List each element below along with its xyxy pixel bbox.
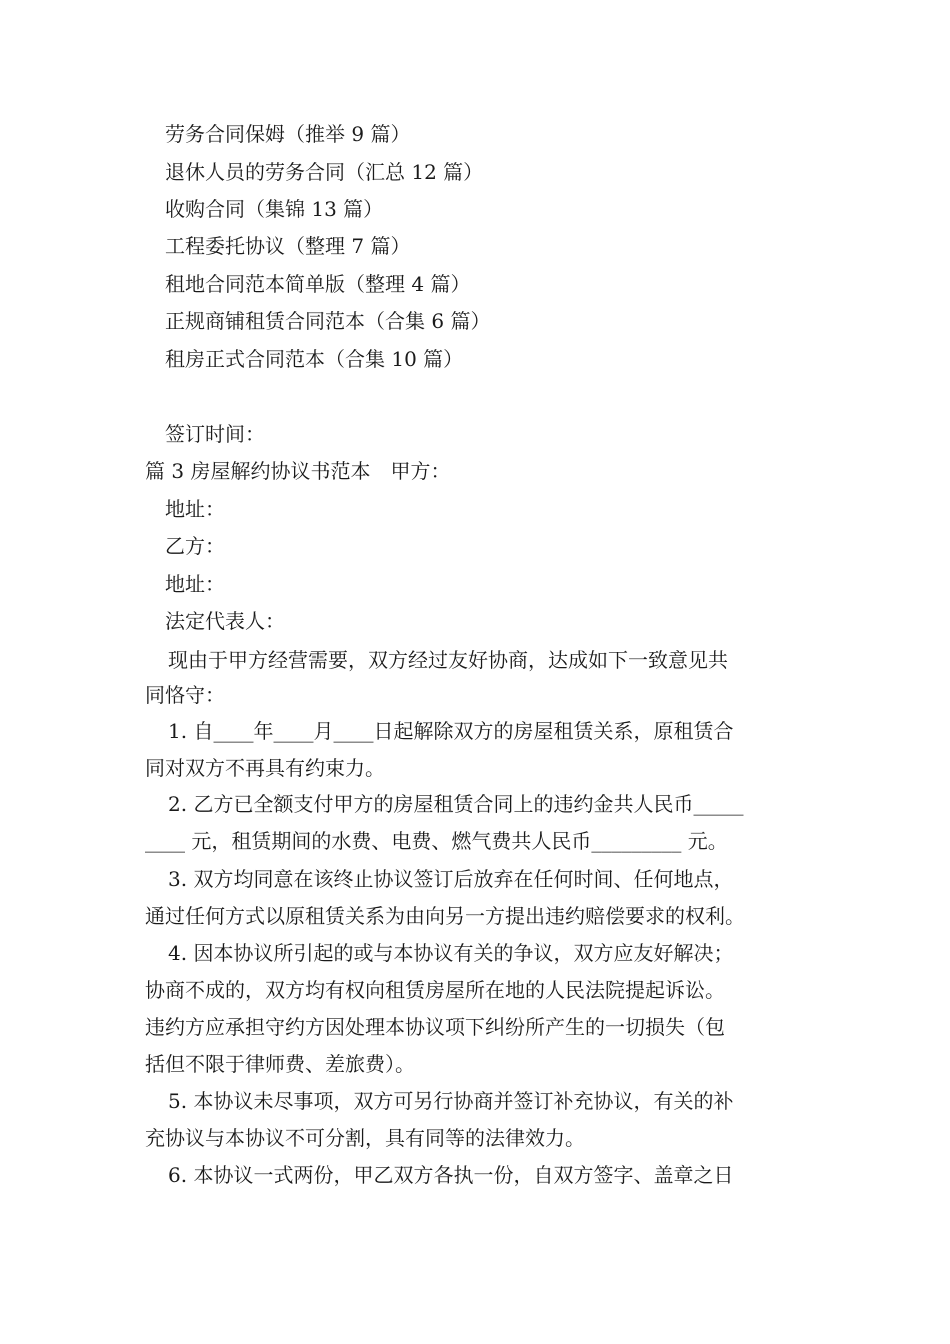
clause-4-line: 括但不限于律师费、差旅费）。 — [145, 1052, 415, 1076]
paragraph-line: 现由于甲方经营需要，双方经过友好协商，达成如下一致意见共 — [168, 648, 728, 672]
clause-4-line: 协商不成的，双方均有权向租赁房屋所在地的人民法院提起诉讼。 — [145, 978, 725, 1002]
related-list-item: 租地合同范本简单版（整理 4 篇） — [165, 272, 471, 296]
party-b-field: 乙方： — [165, 534, 225, 558]
section-heading: 篇 3 房屋解约协议书范本 甲方： — [145, 459, 451, 483]
clause-5-line: 5. 本协议未尽事项，双方可另行协商并签订补充协议，有关的补 — [168, 1089, 734, 1113]
paragraph-line: 同恪守： — [145, 683, 225, 707]
related-list-item: 退休人员的劳务合同（汇总 12 篇） — [165, 160, 484, 184]
clause-1-line: 1. 自____年____月____日起解除双方的房屋租赁关系，原租赁合 — [168, 719, 734, 743]
related-list-item: 劳务合同保姆（推举 9 篇） — [165, 122, 411, 146]
clause-3-line: 通过任何方式以原租赁关系为由向另一方提出违约赔偿要求的权利。 — [145, 904, 745, 928]
clause-3-line: 3. 双方均同意在该终止协议签订后放弃在任何时间、任何地点， — [168, 867, 734, 891]
address-field: 地址： — [165, 497, 225, 521]
clause-4-line: 违约方应承担守约方因处理本协议项下纠纷所产生的一切损失（包 — [145, 1015, 725, 1039]
clause-5-line: 充协议与本协议不可分割，具有同等的法律效力。 — [145, 1126, 585, 1150]
related-list-item: 租房正式合同范本（合集 10 篇） — [165, 347, 464, 371]
clause-2-line: 2. 乙方已全额支付甲方的房屋租赁合同上的违约金共人民币_____ — [168, 792, 744, 816]
clause-1-line: 同对双方不再具有约束力。 — [145, 756, 385, 780]
related-list-item: 正规商铺租赁合同范本（合集 6 篇） — [165, 309, 491, 333]
clause-6-line: 6. 本协议一式两份，甲乙双方各执一份，自双方签字、盖章之日 — [168, 1163, 734, 1187]
clause-2-line: ____ 元，租赁期间的水费、电费、燃气费共人民币_________ 元。 — [145, 829, 728, 853]
address-field: 地址： — [165, 572, 225, 596]
legal-representative-field: 法定代表人： — [165, 609, 285, 633]
clause-4-line: 4. 因本协议所引起的或与本协议有关的争议，双方应友好解决； — [168, 941, 734, 965]
related-list-item: 收购合同（集锦 13 篇） — [165, 197, 384, 221]
sign-time-label: 签订时间： — [165, 422, 265, 446]
related-list-item: 工程委托协议（整理 7 篇） — [165, 234, 411, 258]
